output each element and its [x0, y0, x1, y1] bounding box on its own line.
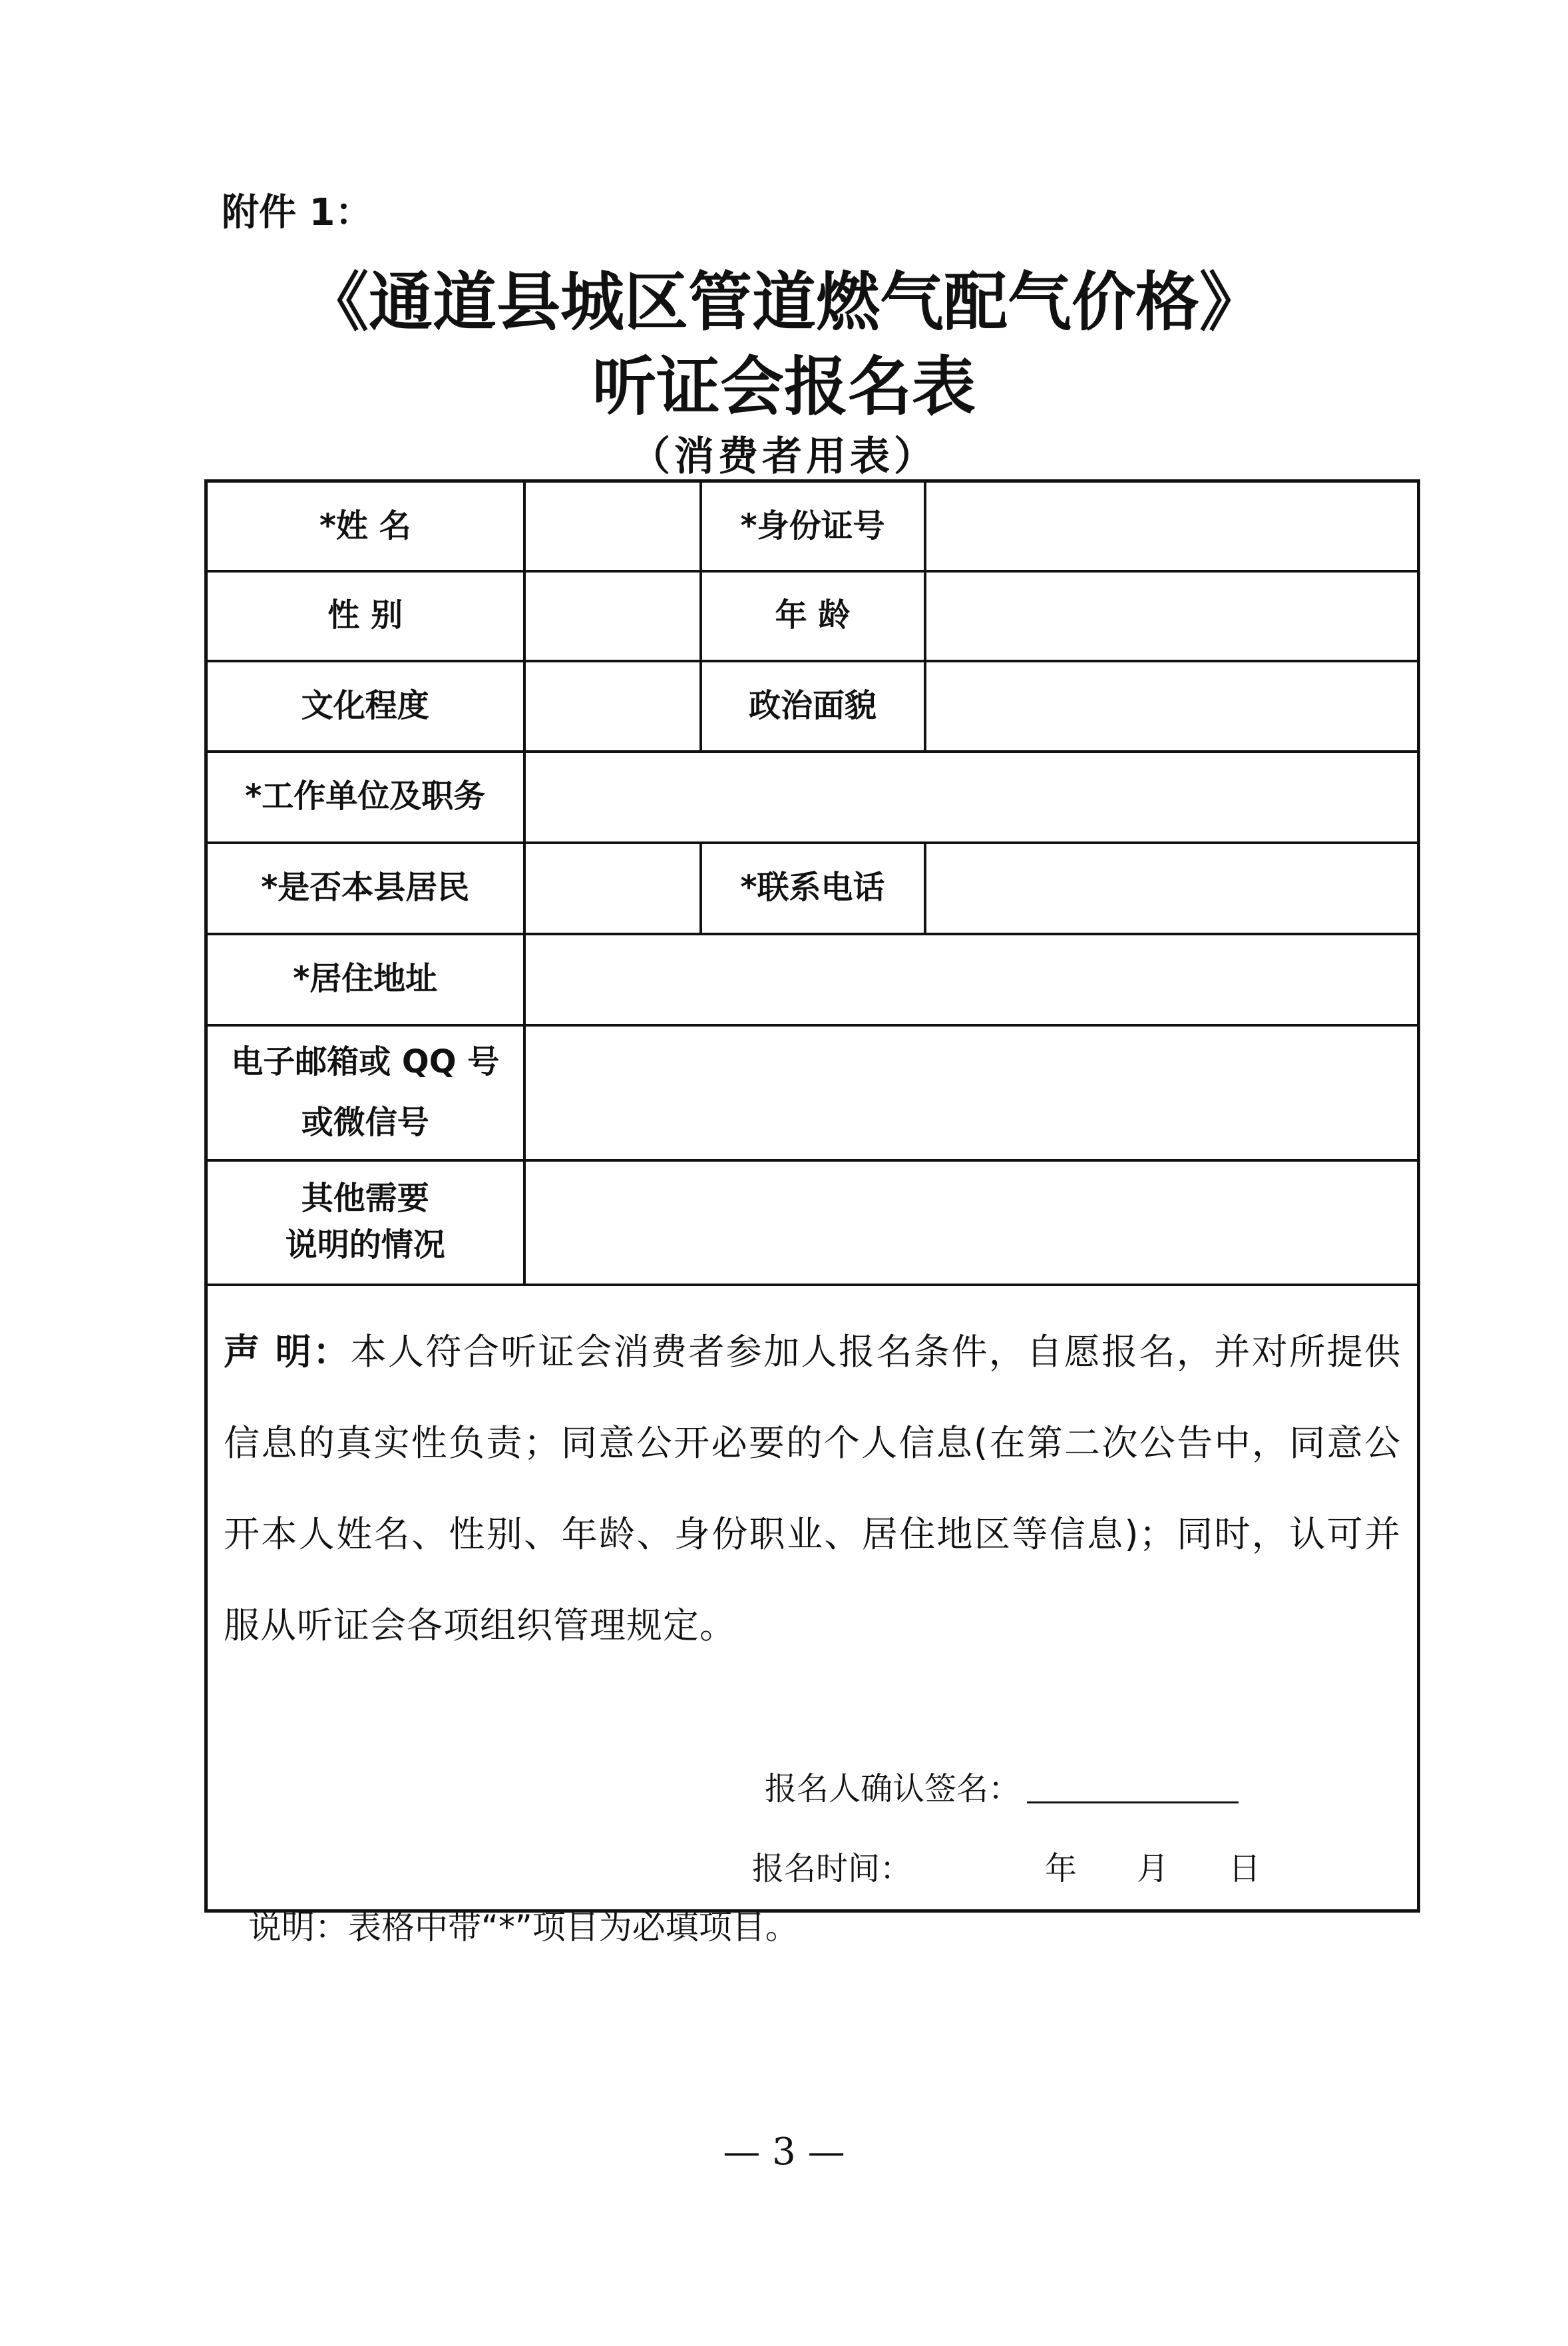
document-title-line2: 听证会报名表 [592, 349, 976, 424]
other-label-line1: 其他需要 [301, 1180, 429, 1218]
name-label: *姓 名 [206, 481, 524, 571]
contact-label [206, 1025, 524, 1160]
form-row-declaration [206, 1285, 1419, 1911]
name-field[interactable] [524, 481, 701, 571]
declaration-label: 声 明： [224, 1330, 351, 1373]
form-row-address [206, 934, 1419, 1025]
date-label: 报名时间： [752, 1849, 912, 1887]
is-resident-field[interactable] [524, 843, 701, 934]
registration-form-table [204, 479, 1420, 1913]
is-resident-label: *是否本县居民 [206, 843, 524, 934]
other-label-line2: 说明的情况 [285, 1226, 445, 1264]
contact-field[interactable] [524, 1025, 1419, 1160]
contact-label-line2: 或微信号 [301, 1104, 429, 1141]
document-subtitle: （消费者用表） [630, 433, 938, 480]
date-year-label: 年 [1045, 1849, 1078, 1887]
form-row-gender [206, 571, 1419, 661]
address-label: *居住地址 [206, 934, 524, 1025]
age-field[interactable] [925, 571, 1419, 661]
attachment-label: 附件 1： [222, 191, 373, 234]
id-number-field[interactable] [925, 481, 1419, 571]
phone-label: *联系电话 [701, 843, 925, 934]
gender-field[interactable] [524, 571, 701, 661]
footnote: 说明：表格中带“*”项目为必填项目。 [248, 1908, 799, 1947]
education-label: 文化程度 [206, 661, 524, 752]
gender-label: 性 别 [206, 571, 524, 661]
form-row-employer [206, 752, 1419, 843]
employer-position-field[interactable] [524, 752, 1419, 843]
form-row-contact [206, 1025, 1419, 1160]
date-row [208, 1829, 1417, 1909]
date-month-label: 月 [1137, 1849, 1169, 1887]
other-label [206, 1160, 524, 1285]
political-status-label: 政治面貌 [701, 661, 925, 752]
declaration-paragraph [208, 1286, 1417, 1671]
declaration-text: 本人符合听证会消费者参加人报名条件，自愿报名，并对所提供信息的真实性负责；同意公开必要的个人信息(在第二次公告中，同意公开本人姓名、性别、年龄、身份职业、居住地区等信息)；同时，认可并服从听证会各项组织管理规定。 [224, 1330, 1401, 1646]
id-number-label: *身份证号 [701, 481, 925, 571]
political-status-field[interactable] [925, 661, 1419, 752]
form-row-education [206, 661, 1419, 752]
signature-field[interactable] [1027, 1775, 1239, 1803]
form-row-resident [206, 843, 1419, 934]
signature-label: 报名人确认签名： [765, 1769, 1021, 1807]
form-row-other [206, 1160, 1419, 1285]
declaration-cell [206, 1285, 1419, 1911]
signature-row [208, 1750, 1417, 1829]
page-number: — 3 — [723, 2130, 845, 2174]
contact-label-line1: 电子邮箱或 QQ 号 [231, 1043, 500, 1080]
date-day-label: 日 [1229, 1849, 1261, 1887]
form-row-name [206, 481, 1419, 571]
age-label: 年 龄 [701, 571, 925, 661]
education-field[interactable] [524, 661, 701, 752]
address-field[interactable] [524, 934, 1419, 1025]
document-title-line1: 《通道县城区管道燃气配气价格》 [305, 264, 1263, 340]
phone-field[interactable] [925, 843, 1419, 934]
other-field[interactable] [524, 1160, 1419, 1285]
employer-position-label: *工作单位及职务 [206, 752, 524, 843]
